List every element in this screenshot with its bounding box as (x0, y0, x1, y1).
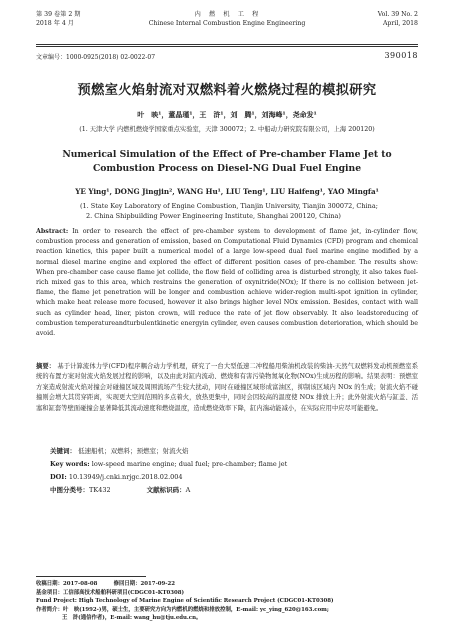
article-id-line (36, 52, 418, 61)
doi-line (50, 472, 420, 483)
classification-line (50, 485, 420, 496)
doi-value: 10.13949/j.cnki.nrjgc.2018.02.004 (68, 473, 183, 481)
clc-label: 中图分类号： (50, 486, 89, 494)
affiliation-1: (1. State Key Laboratory of Engine Combustion, Tianjin University, Tianjin 300072, China; (80, 202, 378, 210)
english-keywords (50, 459, 420, 470)
abstract-text: In order to research the effect of pre-chamber system to development of flame jet, in-cylinder flow, combustion process and generation of emission, based on Computational Fluid Dynamics (CFD) program and chemical reaction kinetics, this paper built a numerical model of a large low-speed dual fuel marine engine modified by a normal diesel marine engine and explored the effect of different position cases of pre-chamber. The results show: When pre-chamber case cause flame jet collide, the flow field of colliding area is disturbed strongly, it also takes fuel-rich mixed gas to this area, which restrains the generation of oxynitride(NOx); If there is no collision between jet-flame, the flame jet penetration will be longer and combustion achieve wider-region multi-spot ignition in cylinder, which make heat release more focused, however it also brings higher level NOx emission. Besides, contact with wall such as cylinder head, liner, piston crown, will reduce the rate of jet flow observably. It also leadstoreducing of combustion temperatureandturbulentkinetic energyin cylinder, even causes combustion deterioration, which should be avoid. (36, 228, 418, 338)
volume-issue-en: Vol. 39 No. 2 (377, 11, 418, 18)
cn-keywords-text: 低速船机；双燃料；预燃室；射流火焰 (78, 447, 189, 455)
english-title-line-2: Combustion Process on Diesel-NG Dual Fuel Engine (92, 163, 362, 174)
article-number: 文章编号：1000-0925(2018) 02-0022-07 (36, 54, 156, 61)
volume-info-en (378, 10, 418, 28)
journal-name-cn: 内 燃 机 工 程 (194, 11, 260, 18)
article-code: 390018 (384, 51, 418, 60)
journal-name-en: Chinese Internal Combustion Engine Engineering (148, 20, 306, 27)
author-info: 作者简介：叶 映(1992-)男，硕士生，主要研究方向为内燃机的燃烧和排放控制，E-mail: yc_ying_620@163.com; (36, 606, 329, 613)
journal-header (36, 10, 418, 44)
chinese-affiliation: (1. 天津大学 内燃机燃烧学国家重点实验室，天津 300072；2. 中船动力研究院有限公司，上海 200120) (79, 126, 375, 133)
english-abstract (36, 227, 418, 339)
header-rule-thin (36, 46, 418, 47)
chinese-keywords (50, 446, 420, 457)
doi-label: DOI: (50, 473, 67, 481)
corresponding-author: 王 浒(通信作者)，E-mail: wang_hu@tju.edu.cn。 (62, 615, 202, 622)
footnote-rule (36, 576, 146, 577)
received-date: 收稿日期：2017-08-08 修回日期：2017-09-22 (36, 581, 176, 587)
cn-keywords-label: 关键词： (50, 447, 76, 455)
header-rule (36, 44, 418, 45)
footnotes (36, 580, 426, 623)
affiliation-2: 2. China Shipbuilding Power Engineering Institute, Shanghai 200120, China) (86, 212, 341, 220)
cn-abstract-text: 基于计算流体力学(CFD)程序耦合动力学机理，研究了一台大型低速二冲程船用柴油机改装的柴油-天然气双燃料发动机预燃室系统的布置方案对射流火焰发展过程的影响，以及由此对缸内流动、燃烧和有害污染物氮氧化物(NOx)生成历程的影响。结果表明：预燃室方案造成射流火焰对撞会对碰撞区域及周围流场产生较大扰动，同时在碰撞区域形成富油区，抑制该区域内 NOx 的生成；射流火焰不碰撞则会增大其贯穿距离，实现更大空间范围的多点着火，放热更集中，同时会因较高的温度使 NOx 排放上升；此外射流火焰与缸盖、活塞和缸套等壁面碰撞会显著降低其流动速度和燃烧温度，造成燃烧效率下降，缸内湍动能减小，在实际应用中应尽可能避免。 (36, 363, 418, 412)
english-title (36, 148, 418, 176)
journal-name (36, 10, 418, 28)
volume-issue: 第 39 卷第 2 期 (36, 11, 81, 18)
en-keywords-text: low-speed marine engine; dual fuel; pre-chamber; flame jet (91, 460, 288, 468)
doc-code-label: 文献标识码： (146, 486, 186, 494)
issue-date-en: April, 2018 (382, 20, 418, 27)
abstract-label: Abstract: (36, 228, 69, 235)
fund-project-en: Fund Project: High Technology of Marine Engine of Scientific Research Project (CDGC01-KT0308) (36, 598, 334, 605)
doc-code-value: A (185, 486, 191, 494)
chinese-abstract (36, 362, 418, 414)
cn-abstract-label: 摘要： (36, 363, 56, 370)
fund-project-cn: 基金项目：工信部高技术船舶科研项目(CDGC01-KT0308) (36, 589, 185, 596)
clc-value: TK432 (89, 486, 111, 494)
chinese-title: 预燃室火焰射流对双燃料着火燃烧过程的模拟研究 (77, 83, 377, 98)
english-title-line-1: Numerical Simulation of the Effect of Pre-chamber Flame Jet to (62, 149, 392, 160)
en-keywords-label: Key words: (50, 460, 90, 468)
chinese-authors: 叶 映¹，董晶瑾¹，王 浒¹，刘 腾¹，刘海峰¹，尧命发¹ (137, 110, 317, 119)
english-authors: YE Ying¹, DONG Jingjin², WANG Hu¹, LIU Teng¹, LIU Haifeng¹, YAO Mingfa¹ (75, 187, 379, 196)
english-affiliation (80, 201, 400, 221)
issue-date: 2018 年 4 月 (36, 20, 74, 27)
